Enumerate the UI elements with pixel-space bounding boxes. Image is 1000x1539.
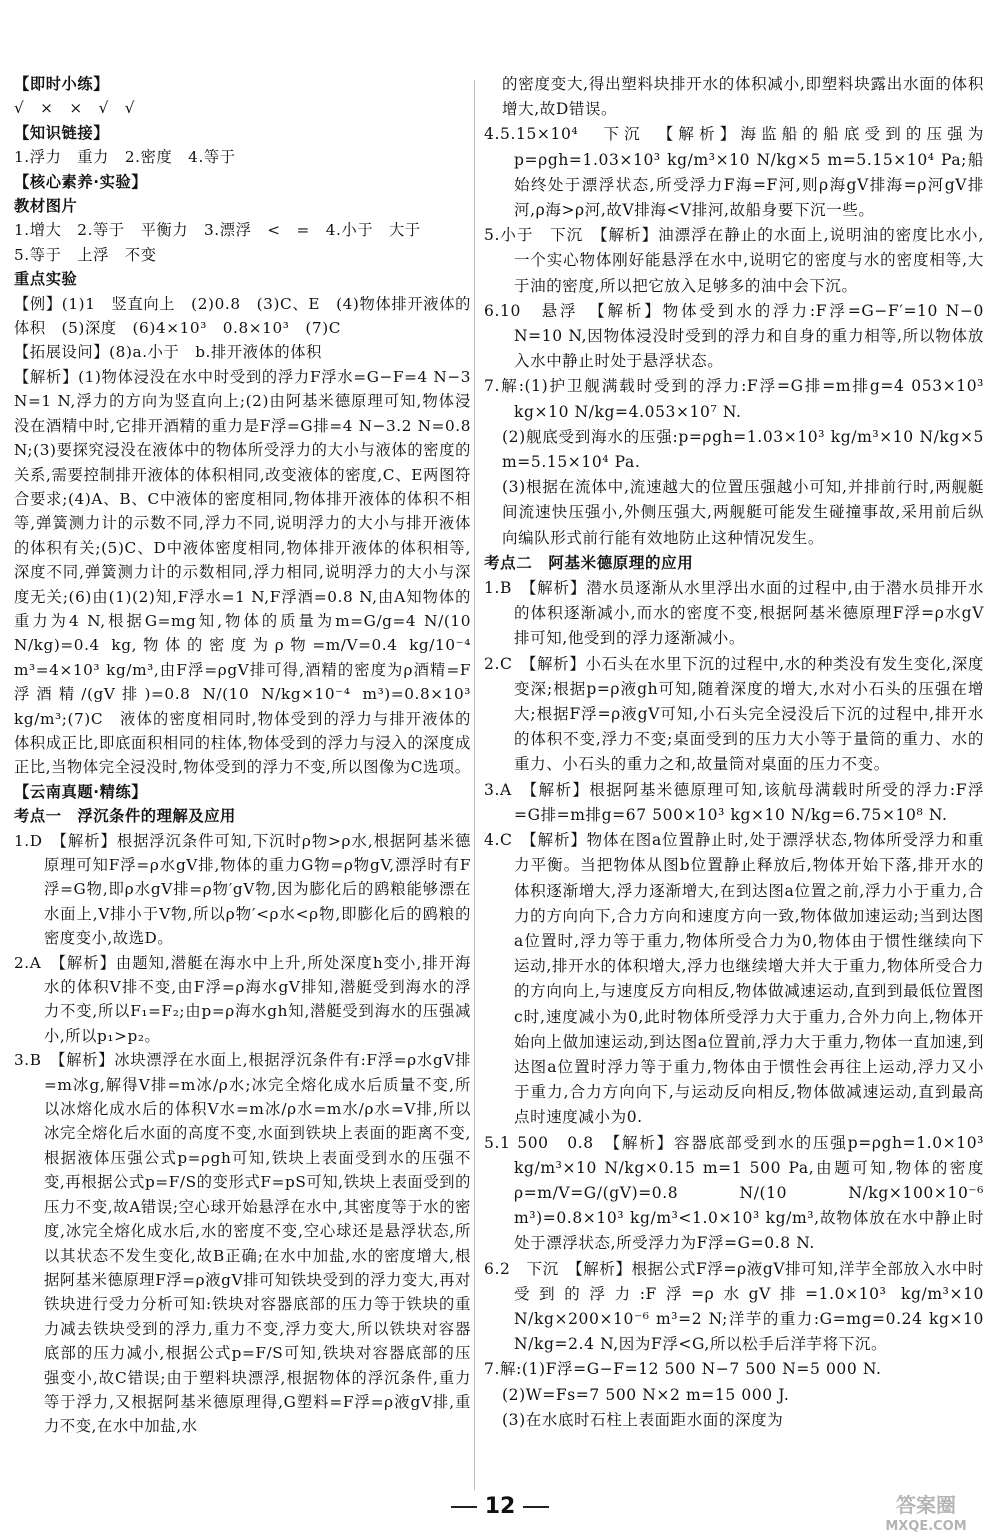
answer-paragraph: 7.解:(1)护卫舰满载时受到的浮力:F浮=G排=m排g=4 053×10³ kg×10 N/kg=4.053×10⁷ N. [484,377,984,421]
answer-paragraph: 2.A 【解析】由题知,潜艇在海水中上升,所处深度h变小,排开海水的体积V排不变,由F浮=ρ海水gV排知,潜艇受到海水的浮力不变,所以F₁=F₂;由p=ρ海水gh知,潜艇受到海水的压强减小,所以p₁>p₂。 [14,953,471,1045]
answer-paragraph: 【解析】(1)物体浸没在水中时受到的浮力F浮水=G−F=4 N−3 N=1 N,浮力的方向为竖直向上;(2)由阿基米德原理可知,物体浸没在酒精中时,它排开酒精的重力是F浮=G排=4 N−3.2 N=0.8 N;(3)要探究浸没在液体中的物体所受浮力的大小与液体的密度的关系,需要控制排开液体的体积相同,改变液体的密度,C、E两图符合要求;(4)A、B、C中液体的密度相同,物体排开液体的体积不相等,弹簧测力计的示数不同,浮力不同,说明浮力的大小与排开液体的体积有关;(5)C、D中液体密度相同,物体排开液体的体积相等,深度不同,弹簧测力计的示数相同,浮力相同,说明浮力的大小与深度无关;(6)由(1)(2)知,F浮水=1 N,F浮酒=0.8 N,由A知物体的重力为4 N,根据G=mg知,物体的质量为m=G/g=4 N/(10 N/kg)=0.4 kg,物体的密度为ρ物=m/V=0.4 kg/10⁻⁴ m³=4×10³ kg/m³,由F浮=ρgV排可得,酒精的密度为ρ酒精=F浮酒精/(gV排)=0.8 N/(10 N/kg×10⁻⁴ m³)=0.8×10³ kg/m³;(7)C 液体的密度相同时,物体受到的浮力与排开液体的体积成正比,即底面积相同的柱体,物体受到的浮力与浸入的深度成正比,当物体完全浸没时,物体受到的浮力不变,所以图像为C选项。 [14,367,471,777]
answer-paragraph: 6.2 下沉 【解析】根据公式F浮=ρ液gV排可知,洋芋全部放入水中时受到的浮力:F浮=ρ水gV排=1.0×10³ kg/m³×10 N/kg×200×10⁻⁶ m³=2 N;洋芋的重力:G=mg=0.24 kg×10 N/kg=2.4 N,因为F浮<G,所以松手后洋芋将下沉。 [484,1259,984,1354]
answer-paragraph: 4.5.15×10⁴ 下沉 【解析】海监船的船底受到的压强为p=ρgh=1.03×10³ kg/m³×10 N/kg×5 m=5.15×10⁴ Pa;船始终处于漂浮状态,所受浮力F海=F河,则ρ海gV排海=ρ河gV排河,ρ海>ρ河,故V排海<V排河,故船身要下沉一些。 [484,125,984,220]
page-footer [0,1494,1000,1519]
section-heading: 【核心素养·实验】 [14,172,148,191]
answer-paragraph: 3.A 【解析】根据阿基米德原理可知,该航母满载时所受的浮力:F浮=G排=m排g=67 500×10³ kg×10 N/kg=6.75×10⁸ N. [484,780,984,824]
answer-paragraph: 7.解:(1)F浮=G−F=12 500 N−7 500 N=5 000 N. [484,1360,882,1379]
left-column [14,72,471,1439]
footer-rule-right [523,1506,549,1508]
answer-paragraph: 1.D 【解析】根据浮沉条件可知,下沉时ρ物>ρ水,根据阿基米德原理可知F浮=ρ水gV排,物体的重力G物=ρ物gV,漂浮时有F浮=G物,即ρ水gV排=ρ物′gV物,因为膨化后的鸥粮能够漂在水面上,V排小于V物,所以ρ物′<ρ水<ρ物,即膨化后的鸥粮的密度变小,故选D。 [14,831,471,948]
answer-paragraph: √ × × √ √ [14,99,136,118]
answer-paragraph: 5.小于 下沉 【解析】油漂浮在静止的水面上,说明油的密度比水小,一个实心物体刚好能悬浮在水中,说明它的密度与水的密度相等,大于油的密度,所以把它放入足够多的油中会下沉。 [484,226,984,295]
section-heading: 考点二 阿基米德原理的应用 [484,553,694,572]
watermark-line2: MXQE.COM [885,1519,967,1534]
right-column [484,72,984,1433]
footer-rule-left [451,1506,477,1508]
section-heading: 【即时小练】 [14,75,110,93]
answer-paragraph: 2.C 【解析】小石头在水里下沉的过程中,水的种类没有发生变化,深度变深;根据p=ρ液gh可知,随着深度的增大,水对小石头的压强在增大;根据F浮=ρ液gV可知,小石头完全浸没后下沉的过程中,排开水的体积不变,浮力不变;桌面受到的压力大小等于量筒的重力、水的重力、小石头的重力之和,故量筒对桌面的压力不变。 [484,654,984,774]
answer-paragraph: 3.B 【解析】冰块漂浮在水面上,根据浮沉条件有:F浮=ρ水gV排=m冰g,解得V排=m冰/ρ水;冰完全熔化成水后质量不变,所以冰熔化成水后的体积V水=m冰/ρ水=m水/ρ水=V排,所以冰完全熔化后水面的高度不变,水面到铁块上表面的距离不变,根据液体压强公式p=ρgh可知,铁块上表面受到水的压强不变,再根据公式p=F/S的变形式F=pS可知,铁块上表面受到的压力不变,故A错误;空心球开始悬浮在水中,其密度等于水的密度,冰完全熔化成水后,水的密度不变,空心球还是悬浮状态,所以其状态不发生变化,故B正确;在水中加盐,水的密度增大,根据阿基米德原理F浮=ρ液gV排可知铁块受到的浮力变大,再对铁块进行受力分析可知:铁块对容器底部的压力等于铁块的重力减去铁块受到的浮力,重力不变,浮力变大,所以铁块对容器底部的压力减小,根据公式p=F/S可知,铁块对容器底部的压强变小,故C错误;由于塑料块漂浮,根据物体的浮沉条件,重力等于浮力,又根据阿基米德原理得,G塑料=F浮=ρ液gV排,重力不变,在水中加盐,水 [14,1051,471,1436]
section-heading: 重点实验 [14,270,78,289]
answer-paragraph: 1.增大 2.等于 平衡力 3.漂浮 < = 4.小于 大于 [14,221,421,240]
answer-paragraph: (2)W=Fs=7 500 N×2 m=15 000 J. [502,1385,790,1404]
answer-paragraph: (3)在水底时石柱上表面距水面的深度为 [502,1410,784,1429]
answer-paragraph: 1.浮力 重力 2.密度 4.等于 [14,148,236,167]
section-heading: 【知识链接】 [14,123,110,142]
watermark-logo [866,1488,986,1534]
page-number: 12 [484,1494,516,1519]
watermark-line1: 答案圈 [896,1493,956,1517]
section-heading: 考点一 浮沉条件的理解及应用 [14,807,236,826]
section-heading: 【云南真题·精练】 [14,782,148,801]
answer-paragraph: 4.C 【解析】物体在图a位置静止时,处于漂浮状态,物体所受浮力和重力平衡。当把物体从图b位置静止释放后,物体开始下落,排开水的体积逐渐增大,浮力逐渐增大,在到达图a位置之前,浮力小于重力,合力的方向向下,合力方向和速度方向一致,物体做加速运动;当到达图a位置时,浮力等于重力,物体所受合力为0,物体由于惯性继续向下运动,排开水的体积增大,浮力也继续增大并大于重力,物体所受合力的方向向上,与速度反方向相反,物体做减速运动,直到到最低位置图c时,速度减小为0,此时物体所受浮力大于重力,合外力向上,物体开始向上做加速运动,到达图a位置前,浮力大于重力,物体一直加速,到达图a位置时浮力等于重力,物体由于惯性会再往上运动,浮力又小于重力,合力方向向下,与运动反向相反,物体做减速运动,直到最高点时速度减小为0. [484,831,984,1127]
column-divider [474,80,475,1490]
answer-paragraph: (2)舰底受到海水的压强:p=ρgh=1.03×10³ kg/m³×10 N/kg×5 m=5.15×10⁴ Pa. [502,427,984,472]
answer-paragraph: 6.10 悬浮 【解析】物体受到水的浮力:F浮=G−F′=10 N−0 N=10 N,因物体浸没时受到的浮力和自身的重力相等,所以物体放入水中静止时处于悬浮状态。 [484,301,984,371]
section-heading: 教材图片 [14,197,78,216]
answer-paragraph: 5.等于 上浮 不变 [14,245,157,264]
answer-paragraph: 【例】(1)1 竖直向上 (2)0.8 (3)C、E (4)物体排开液体的体积 (5)深度 (6)4×10³ 0.8×10³ (7)C [14,294,471,338]
answer-paragraph: 【拓展设问】(8)a.小于 b.排开液体的体积 [14,343,322,362]
answer-paragraph: 1.B 【解析】潜水员逐渐从水里浮出水面的过程中,由于潜水员排开水的体积逐渐减小,而水的密度不变,根据阿基米德原理F浮=ρ水gV排可知,他受到的浮力逐渐减小。 [484,579,984,648]
answer-paragraph: (3)根据在流体中,流速越大的位置压强越小可知,并排前行时,两舰艇间流速快压强小,外侧压强大,两舰艇可能发生碰撞事故,采用前后纵向编队形式前行能有效地防止这种情况发生。 [502,478,984,547]
answer-paragraph: 5.1 500 0.8 【解析】容器底部受到水的压强p=ρgh=1.0×10³ kg/m³×10 N/kg×0.15 m=1 500 Pa,由题可知,物体的密度ρ=m/V=G/(gV)=0.8 N/(10 N/kg×100×10⁻⁶ m³)=0.8×10³ kg/m³<1.0×10³ kg/m³,故物体放在水中静止时处于漂浮状态,所受浮力为F浮=G=0.8 N. [484,1133,984,1253]
answer-paragraph: 的密度变大,得出塑料块排开水的体积减小,即塑料块露出水面的体积增大,故D错误。 [502,75,984,119]
